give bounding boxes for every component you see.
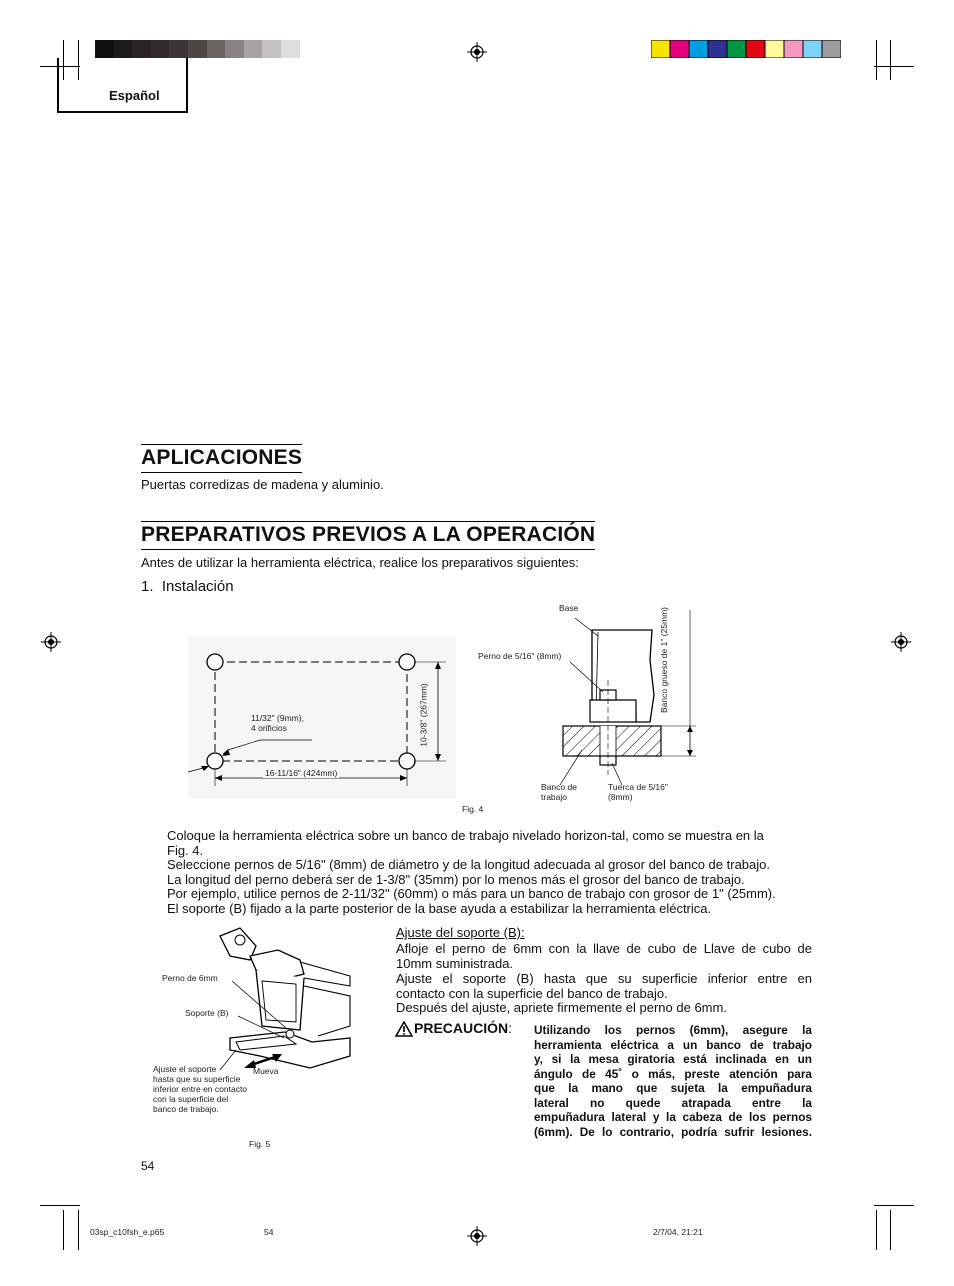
adjust-line: contacto con la superficie del banco de trabajo. xyxy=(396,986,668,1001)
adjust-line: Afloje el perno de 6mm con la llave de cubo de Llave de cubo de xyxy=(396,941,812,956)
color-swatch xyxy=(765,40,784,58)
fig5-adjust-line: hasta que su superficie xyxy=(153,1074,241,1084)
registration-mark-icon xyxy=(41,632,61,652)
footer-date: 2/7/04, 21:21 xyxy=(653,1227,703,1237)
gray-swatch xyxy=(151,40,170,58)
language-label: Español xyxy=(109,88,160,103)
caution-line: que la mano que sujeta la empuñadura xyxy=(534,1081,812,1095)
caution-text xyxy=(534,1023,812,1139)
fig5-move-label: Mueva xyxy=(253,1066,279,1076)
fig5-support-label: Soporte (B) xyxy=(185,1008,229,1018)
adjust-line: 10mm suministrada. xyxy=(396,956,514,971)
gray-swatch xyxy=(169,40,188,58)
color-swatch xyxy=(651,40,670,58)
caution-line: herramienta eléctrica a un banco de trabajo xyxy=(534,1037,812,1052)
caution-label-text: PRECAUCIÓN xyxy=(414,1020,509,1036)
color-swatch xyxy=(708,40,727,58)
adjust-line: Ajuste el soporte (B) hasta que su superficie inferior entre en xyxy=(396,971,812,986)
registration-mark-icon xyxy=(467,1226,487,1246)
gray-swatch xyxy=(244,40,263,58)
fig5-adjust-line: con la superficie del xyxy=(153,1094,229,1104)
fig4-bench-label-1: Banco de xyxy=(541,782,577,792)
fig5-adjust-line: inferior entre en contacto xyxy=(153,1084,248,1094)
crop-mark xyxy=(876,40,877,80)
paragraph-line: Fig. 4. xyxy=(167,843,204,858)
adjust-line: Después del ajuste, apriete firmemente el perno de 6mm. xyxy=(396,1000,727,1015)
heading-text: PREPARATIVOS PREVIOS A LA OPERACIÓN xyxy=(141,523,596,546)
footer-page: 54 xyxy=(264,1227,274,1237)
fig4-width-dimension: 16-11/16" (424mm) xyxy=(265,768,338,778)
crop-mark xyxy=(890,1210,891,1250)
paragraph-line: Por ejemplo, utilice pernos de 2-11/32" (60mm) o más para un banco de trabajo con grosor de 1" (25mm). xyxy=(167,886,776,901)
footer-filename: 03sp_c10fsh_e.p65 xyxy=(90,1227,165,1237)
gray-swatch xyxy=(281,40,300,58)
fig5-bolt-label: Perno de 6mm xyxy=(162,973,218,983)
warning-triangle-icon xyxy=(395,1021,413,1037)
preparativos-intro: Antes de utilizar la herramienta eléctrica, realice los preparativos siguientes: xyxy=(141,555,579,570)
gray-swatch xyxy=(188,40,207,58)
crop-mark xyxy=(63,1210,64,1250)
fig4-caption: Fig. 4 xyxy=(462,804,484,814)
gray-swatch xyxy=(132,40,151,58)
paragraph-line: El soporte (B) fijado a la parte posterior de la base ayuda a estabilizar la herramienta eléctrica. xyxy=(167,901,712,916)
caution-line: Utilizando los pernos (6mm), asegure la xyxy=(534,1023,812,1037)
fig5-caption: Fig. 5 xyxy=(249,1139,271,1149)
fig5-adjust-line: banco de trabajo. xyxy=(153,1104,219,1114)
color-swatch xyxy=(784,40,803,58)
heading-text: APLICACIONES xyxy=(141,446,303,469)
step-instalacion: 1. Instalación xyxy=(141,578,234,595)
fig4-holes-label-2: 4 orificios xyxy=(251,723,287,733)
caution-line: (6mm). De lo contrario, podría sufrir lesiones. xyxy=(534,1124,812,1139)
fig5-adjust-line: Ajuste el soporte xyxy=(153,1064,217,1074)
gray-swatch xyxy=(262,40,281,58)
fig4-bench-thickness-label: Banco grueso de 1" (25mm) xyxy=(659,606,670,714)
caution-line: ángulo de 45˚ o más, preste atención para xyxy=(534,1066,812,1081)
color-swatch xyxy=(689,40,708,58)
paragraph-line: Coloque la herramienta eléctrica sobre un banco de trabajo nivelado horizon-tal, como se muestra en la xyxy=(167,828,764,843)
gray-swatch xyxy=(114,40,133,58)
registration-mark-icon xyxy=(467,42,487,62)
color-swatch xyxy=(822,40,841,58)
fig4-height-dimension: 10-3/8" (267mm) xyxy=(418,683,429,747)
language-tab xyxy=(57,58,188,113)
color-swatch xyxy=(670,40,689,58)
gray-swatch xyxy=(207,40,226,58)
fig4-bench-label-2: trabajo xyxy=(541,792,567,802)
fig4-nut-label-1: Tuerca de 5/16" xyxy=(608,782,668,792)
color-swatch xyxy=(727,40,746,58)
fig4-nut-label-2: (8mm) xyxy=(608,792,633,802)
fig4-section-diagram xyxy=(540,600,700,800)
crop-mark xyxy=(78,1210,79,1250)
color-swatch xyxy=(746,40,765,58)
color-swatch xyxy=(803,40,822,58)
paragraph-line: Seleccione pernos de 5/16" (8mm) de diámetro y de la longitud adecuada al grosor del banco de trabajo. xyxy=(167,857,770,872)
aplicaciones-text: Puertas corredizas de madena y aluminio. xyxy=(141,477,384,492)
section-heading-preparativos xyxy=(141,523,595,547)
paragraph-line: La longitud del perno deberá ser de 1-3/8" (35mm) por lo menos más el grosor del banco de trabajo. xyxy=(167,872,745,887)
adjust-title: Ajuste del soporte (B): xyxy=(396,925,525,940)
gray-swatch xyxy=(225,40,244,58)
fig4-base-label: Base xyxy=(559,603,579,613)
crop-mark xyxy=(874,1205,914,1206)
fig4-holes-label-1: 11/32" (9mm), xyxy=(251,713,304,723)
gray-swatch xyxy=(95,40,114,58)
caution-colon: : xyxy=(508,1020,513,1036)
section-heading-aplicaciones xyxy=(141,446,302,470)
crop-mark xyxy=(40,1205,80,1206)
caution-line: y, si la mesa giratoria está inclinada en un xyxy=(534,1052,812,1066)
crop-mark xyxy=(890,40,891,80)
registration-mark-icon xyxy=(891,632,911,652)
caution-line: lateral no quede atrapada entre la xyxy=(534,1095,812,1110)
fig5-diagram xyxy=(200,926,365,1086)
caution-label xyxy=(414,1020,512,1036)
fig5-adjust-label xyxy=(153,1064,247,1114)
crop-mark xyxy=(874,66,914,67)
fig4-bolt-label: Perno de 5/16" (8mm) xyxy=(478,651,562,661)
crop-mark xyxy=(876,1210,877,1250)
page-number: 54 xyxy=(141,1159,155,1173)
caution-line: empuñadura lateral y la cabeza de los pernos xyxy=(534,1110,812,1124)
